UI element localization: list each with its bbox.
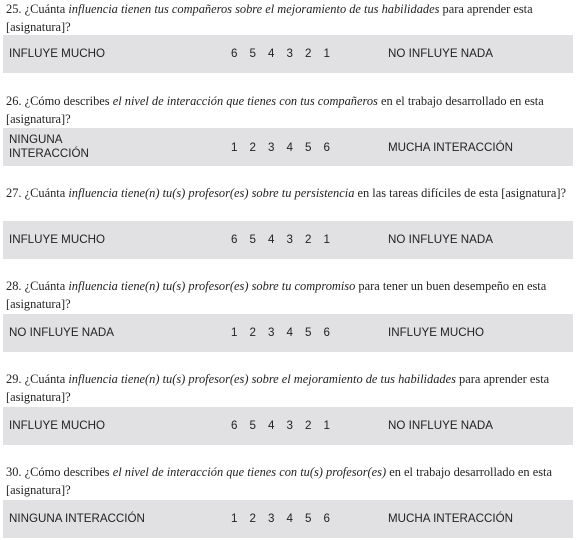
question-number: 27. <box>6 186 22 200</box>
question-text: en el trabajo desarrollado en esta [asignatura]? <box>6 465 552 497</box>
question-text: en el trabajo desarrollado en esta [asignatura]? <box>6 94 544 126</box>
scale-option[interactable]: 1 <box>231 326 238 339</box>
scale-option[interactable]: 5 <box>305 512 312 525</box>
scale-option[interactable]: 4 <box>286 141 293 154</box>
scale-option[interactable]: 4 <box>268 419 275 432</box>
question-emphasis: influencia tienen tus compañeros sobre el mejoramiento de tus habilidades <box>68 2 440 16</box>
question-text: ¿Cuánta <box>24 372 69 386</box>
rating-scale-25[interactable] <box>3 35 573 73</box>
scale-numbers <box>231 47 342 61</box>
scale-option[interactable]: 6 <box>323 326 330 339</box>
scale-left-label: NO INFLUYE NADA <box>9 326 115 339</box>
question-text: en las tareas difíciles de esta [asignatura]? <box>354 186 566 200</box>
question-25 <box>6 0 572 36</box>
question-28 <box>6 277 572 313</box>
rating-scale-27[interactable] <box>3 221 573 259</box>
scale-option[interactable]: 1 <box>231 512 238 525</box>
scale-option[interactable]: 1 <box>323 233 330 246</box>
question-emphasis: el nivel de interacción que tienes con tu(s) profesor(es) <box>112 465 387 479</box>
question-text: para aprender esta [asignatura]? <box>6 2 533 34</box>
scale-numbers <box>231 326 342 340</box>
scale-left-label-line: INTERACCIÓN <box>9 147 89 160</box>
question-emphasis: influencia tiene(n) tu(s) profesor(es) sobre tu compromiso <box>68 279 356 293</box>
question-29 <box>6 370 572 406</box>
rating-scale-28[interactable] <box>3 314 573 352</box>
scale-left-label <box>9 133 89 161</box>
question-text: ¿Cuánta <box>24 279 69 293</box>
question-number: 29. <box>6 372 22 386</box>
scale-left-label: INFLUYE MUCHO <box>9 233 105 246</box>
scale-numbers <box>231 141 342 155</box>
scale-option[interactable]: 1 <box>231 141 238 154</box>
scale-option[interactable]: 1 <box>323 47 330 60</box>
scale-option[interactable]: 6 <box>231 419 238 432</box>
scale-option[interactable]: 3 <box>286 47 293 60</box>
scale-option[interactable]: 6 <box>323 141 330 154</box>
scale-option[interactable]: 5 <box>249 47 256 60</box>
scale-option[interactable]: 2 <box>305 233 312 246</box>
question-emphasis: el nivel de interacción que tienes con tus compañeros <box>112 94 378 108</box>
scale-right-label: INFLUYE MUCHO <box>388 326 484 339</box>
scale-option[interactable]: 2 <box>249 512 256 525</box>
scale-option[interactable]: 4 <box>268 47 275 60</box>
scale-option[interactable]: 2 <box>249 326 256 339</box>
scale-right-label: NO INFLUYE NADA <box>388 419 494 432</box>
question-text: ¿Cuánta <box>24 186 69 200</box>
scale-left-label-line: NINGUNA <box>9 133 63 146</box>
scale-right-label: NO INFLUYE NADA <box>388 233 494 246</box>
question-emphasis: influencia tiene(n) tu(s) profesor(es) sobre el mejoramiento de tus habilidades <box>68 372 456 386</box>
scale-option[interactable]: 1 <box>323 419 330 432</box>
question-text: para aprender esta [asignatura]? <box>6 372 550 404</box>
question-text: ¿Cuánta <box>24 2 69 16</box>
question-number: 28. <box>6 279 22 293</box>
scale-option[interactable]: 5 <box>249 233 256 246</box>
scale-right-label: NO INFLUYE NADA <box>388 47 494 60</box>
scale-numbers <box>231 419 342 433</box>
scale-option[interactable]: 5 <box>249 419 256 432</box>
scale-option[interactable]: 6 <box>231 47 238 60</box>
scale-numbers <box>231 512 342 526</box>
question-26 <box>6 92 572 128</box>
scale-option[interactable]: 5 <box>305 141 312 154</box>
question-number: 25. <box>6 2 22 16</box>
scale-option[interactable]: 3 <box>268 326 275 339</box>
scale-right-label: MUCHA INTERACCIÓN <box>388 512 513 525</box>
question-number: 30. <box>6 465 22 479</box>
scale-option[interactable]: 5 <box>305 326 312 339</box>
question-text: ¿Cómo describes <box>24 94 113 108</box>
scale-left-label: NINGUNA INTERACCIÓN <box>9 512 145 525</box>
rating-scale-26[interactable] <box>3 128 573 166</box>
scale-option[interactable]: 2 <box>305 47 312 60</box>
question-text: ¿Cómo describes <box>24 465 113 479</box>
scale-option[interactable]: 4 <box>268 233 275 246</box>
question-emphasis: influencia tiene(n) tu(s) profesor(es) sobre tu persistencia <box>68 186 355 200</box>
scale-option[interactable]: 6 <box>231 233 238 246</box>
scale-option[interactable]: 3 <box>268 141 275 154</box>
scale-option[interactable]: 4 <box>286 326 293 339</box>
scale-option[interactable]: 4 <box>286 512 293 525</box>
scale-option[interactable]: 3 <box>286 233 293 246</box>
scale-option[interactable]: 3 <box>286 419 293 432</box>
scale-option[interactable]: 6 <box>323 512 330 525</box>
scale-numbers <box>231 233 342 247</box>
question-number: 26. <box>6 94 22 108</box>
scale-option[interactable]: 2 <box>305 419 312 432</box>
scale-left-label: INFLUYE MUCHO <box>9 47 105 60</box>
question-30 <box>6 463 572 499</box>
scale-left-label: INFLUYE MUCHO <box>9 419 105 432</box>
rating-scale-29[interactable] <box>3 407 573 445</box>
scale-right-label: MUCHA INTERACCIÓN <box>388 141 513 154</box>
scale-option[interactable]: 2 <box>249 141 256 154</box>
question-27 <box>6 184 572 202</box>
question-text: para tener un buen desempeño en esta [asignatura]? <box>6 279 547 311</box>
scale-option[interactable]: 3 <box>268 512 275 525</box>
rating-scale-30[interactable] <box>3 500 573 538</box>
